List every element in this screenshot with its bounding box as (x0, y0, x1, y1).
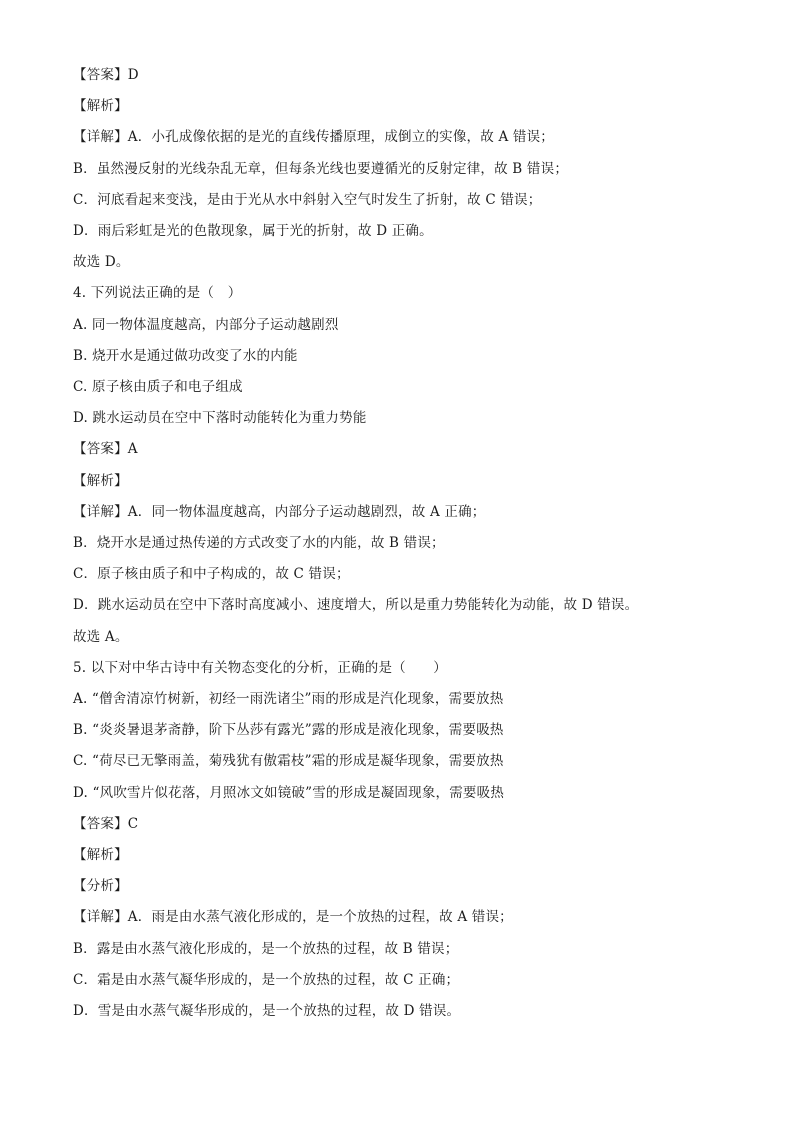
text-line: 5. 以下对中华古诗中有关物态变化的分析，正确的是（ ） (73, 659, 447, 676)
text-line: 【分析】 (73, 878, 128, 895)
text-line: B．露是由水蒸气液化形成的，是一个放热的过程，故 B 错误； (73, 940, 459, 957)
text-line: D. 跳水运动员在空中下落时动能转化为重力势能 (73, 410, 367, 427)
text-line: 故选 A。 (73, 628, 129, 645)
text-line: 【解析】 (73, 847, 128, 863)
text-line: C．原子核由质子和中子构成的，故 C 错误； (73, 566, 350, 583)
text-line: 【详解】A．雨是由水蒸气液化形成的，是一个放热的过程，故 A 错误； (73, 909, 513, 926)
text-line: D．雪是由水蒸气凝华形成的，是一个放热的过程，故 D 错误。 (73, 1003, 461, 1019)
text-line: 【详解】A．同一物体温度越高，内部分子运动越剧烈，故 A 正确； (73, 503, 486, 520)
text-line: A. “僧舍清凉竹树新，初经一雨洗诸尘”雨的形成是汽化现象，需要放热 (73, 691, 504, 707)
text-line: 【解析】 (73, 472, 128, 489)
text-line: 【答案】D (73, 67, 139, 83)
text-line: C. 原子核由质子和电子组成 (73, 379, 243, 395)
text-line: 4. 下列说法正确的是（ ） (73, 285, 242, 302)
text-line: C. “荷尽已无擎雨盖，菊残犹有傲霜枝”霜的形成是凝华现象，需要放热 (73, 753, 504, 770)
text-line: B．虽然漫反射的光线杂乱无章，但每条光线也要遵循光的反射定律，故 B 错误； (73, 160, 569, 177)
text-line: C．霜是由水蒸气凝华形成的，是一个放热的过程，故 C 正确； (73, 971, 460, 988)
text-line: B. 烧开水是通过做功改变了水的内能 (73, 347, 298, 364)
text-line: C．河底看起来变浅，是由于光从水中斜射入空气时发生了折射，故 C 错误； (73, 191, 542, 208)
text-line: D．跳水运动员在空中下落时高度减小、速度增大，所以是重力势能转化为动能，故 D 错误。 (73, 597, 639, 614)
text-line: 【解析】 (73, 98, 128, 115)
text-line: 【答案】A (73, 441, 138, 458)
text-line: 【详解】A．小孔成像依据的是光的直线传播原理，成倒立的实像，故 A 错误； (73, 129, 554, 146)
text-line: D．雨后彩虹是光的色散现象，属于光的折射，故 D 正确。 (73, 223, 433, 239)
text-line: 【答案】C (73, 815, 139, 832)
text-line: 故选 D。 (73, 254, 130, 271)
text-line: D. “风吹雪片似花落，月照冰文如镜破”雪的形成是凝固现象，需要吸热 (73, 784, 505, 801)
text-line: A. 同一物体温度越高，内部分子运动越剧烈 (73, 316, 339, 333)
text-line: B．烧开水是通过热传递的方式改变了水的内能，故 B 错误； (73, 535, 445, 551)
text-line: B. “炎炎暑退茅斋静，阶下丛莎有露光”露的形成是液化现象，需要吸热 (73, 722, 504, 739)
